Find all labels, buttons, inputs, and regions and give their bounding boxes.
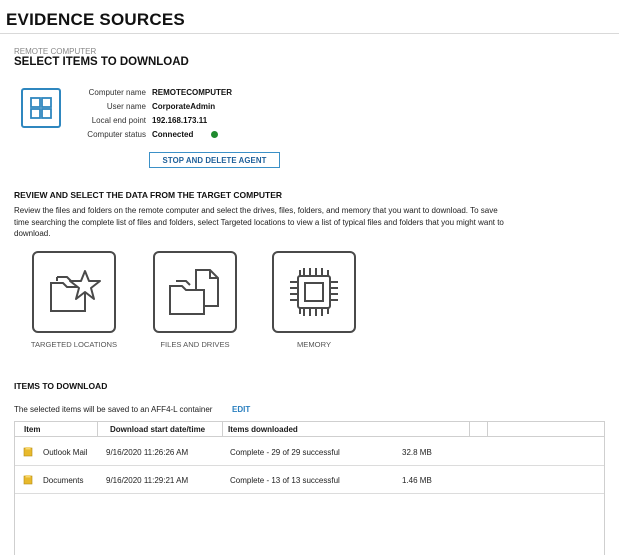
column-header-items-downloaded[interactable]: Items downloaded <box>228 425 298 434</box>
review-heading: REVIEW AND SELECT THE DATA FROM THE TARGET COMPUTER <box>14 190 283 200</box>
folder-icon <box>23 474 33 485</box>
item-size: 32.8 MB <box>402 448 432 457</box>
column-separator <box>97 422 98 437</box>
column-separator <box>487 422 488 437</box>
status-indicator-icon <box>211 131 218 138</box>
title-divider <box>0 33 619 34</box>
windows-pc-icon <box>21 88 61 128</box>
container-note: The selected items will be saved to an AFF4-L container <box>14 405 213 414</box>
targeted-locations-tile[interactable] <box>32 251 116 333</box>
table-header <box>15 422 604 437</box>
column-separator <box>222 422 223 437</box>
item-name: Documents <box>43 476 84 485</box>
column-header-date[interactable]: Download start date/time <box>110 425 206 434</box>
status-value: Connected <box>152 129 194 139</box>
computer-name-value: REMOTECOMPUTER <box>152 87 232 97</box>
files-and-drives-label: FILES AND DRIVES <box>160 340 230 349</box>
review-description: Review the files and folders on the remote computer and select the drives, files, folders, and memory that you want to download. To save time searching the complete list of files and folders, select Targeted locations to view a list of typical files and folders that you might want to download. <box>14 206 504 238</box>
section-eyebrow: REMOTE COMPUTER <box>14 47 97 56</box>
item-date: 9/16/2020 11:29:21 AM <box>106 476 189 485</box>
memory-label: MEMORY <box>296 340 332 349</box>
files-and-drives-tile[interactable] <box>153 251 237 333</box>
stop-and-delete-agent-button[interactable]: STOP AND DELETE AGENT <box>149 152 280 168</box>
item-status: Complete - 13 of 13 successful <box>230 476 340 485</box>
section-title: SELECT ITEMS TO DOWNLOAD <box>14 56 189 68</box>
chip-icon <box>286 264 342 320</box>
items-table <box>14 421 605 555</box>
user-name-label: User name <box>106 101 146 111</box>
item-date: 9/16/2020 11:26:26 AM <box>106 448 189 457</box>
folder-icon <box>23 446 33 457</box>
end-point-label: Local end point <box>91 115 146 125</box>
user-name-value: CorporateAdmin <box>152 101 216 111</box>
status-row <box>80 127 232 141</box>
end-point-row <box>80 113 232 127</box>
end-point-value: 192.168.173.11 <box>152 115 208 125</box>
computer-name-row <box>80 85 232 99</box>
table-row[interactable] <box>15 466 604 494</box>
item-size: 1.46 MB <box>402 476 432 485</box>
column-separator <box>469 422 470 437</box>
folder-star-icon <box>45 267 103 317</box>
computer-info <box>80 85 232 141</box>
memory-tile[interactable] <box>272 251 356 333</box>
user-name-row <box>80 99 232 113</box>
page-title: EVIDENCE SOURCES <box>6 10 185 29</box>
status-label: Computer status <box>87 129 146 139</box>
items-heading: ITEMS TO DOWNLOAD <box>14 381 108 391</box>
edit-link[interactable]: EDIT <box>232 405 251 414</box>
column-header-item[interactable]: Item <box>24 425 41 434</box>
folder-file-icon <box>166 266 224 318</box>
item-name: Outlook Mail <box>43 448 88 457</box>
table-row[interactable] <box>15 438 604 466</box>
targeted-locations-label: TARGETED LOCATIONS <box>30 340 118 349</box>
item-status: Complete - 29 of 29 successful <box>230 448 340 457</box>
computer-name-label: Computer name <box>88 87 146 97</box>
